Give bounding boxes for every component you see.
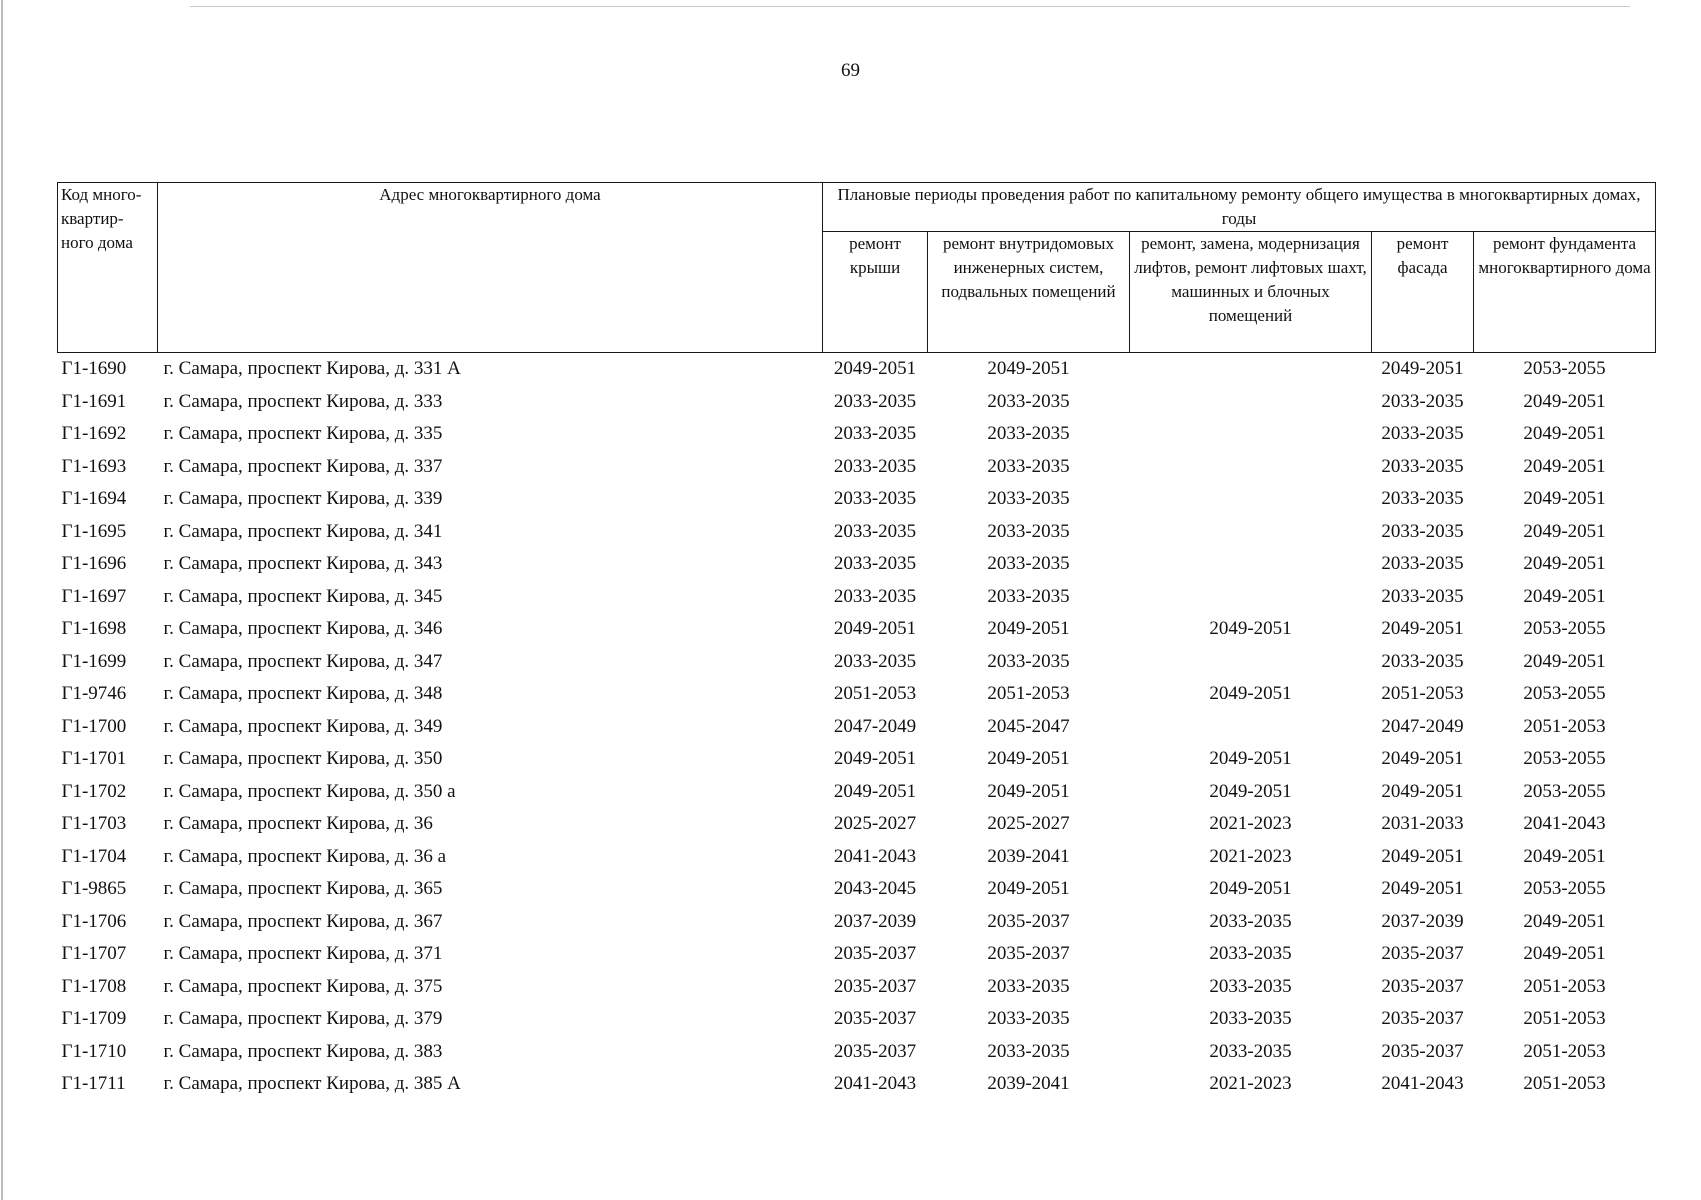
elevator-period-cell [1130, 386, 1372, 419]
house-code-cell: Г1-1711 [61, 1073, 126, 1095]
foundation-period-cell: 2053-2055 [1523, 358, 1606, 380]
facade-period-cell: 2033-2035 [1381, 520, 1464, 542]
house-code-cell: Г1-1709 [61, 1008, 127, 1030]
elevator-period-cell: 2049-2051 [1209, 683, 1292, 705]
roof-period-cell: 2033-2035 [833, 488, 917, 510]
roof-period-cell: 2033-2035 [833, 520, 917, 542]
house-code-cell: Г1-1695 [61, 520, 127, 542]
address-cell: г. Самара, проспект Кирова, д. 331 А [163, 358, 461, 380]
table-row [58, 451, 1656, 484]
facade-period-cell: 2033-2035 [1381, 650, 1464, 672]
foundation-period-cell: 2051-2053 [1523, 715, 1606, 737]
engineering-period-cell: 2033-2035 [987, 1040, 1070, 1062]
facade-period-cell: 2049-2051 [1381, 845, 1464, 867]
roof-period-cell: 2035-2037 [833, 1008, 917, 1030]
elevator-period-cell: 2021-2023 [1209, 1073, 1292, 1095]
facade-period-cell: 2047-2049 [1381, 715, 1464, 737]
engineering-period-cell: 2033-2035 [987, 455, 1070, 477]
table-row [58, 418, 1656, 451]
roof-period-cell: 2047-2049 [833, 715, 917, 737]
engineering-period-cell: 2033-2035 [987, 423, 1070, 445]
house-code-cell: Г1-1692 [61, 423, 127, 445]
engineering-period-cell: 2033-2035 [987, 488, 1070, 510]
roof-period-cell: 2049-2051 [833, 780, 917, 802]
roof-period-cell: 2025-2027 [833, 813, 917, 835]
house-code-cell: Г1-1693 [61, 455, 127, 477]
house-code-cell: Г1-1706 [61, 910, 127, 932]
table-row [58, 938, 1656, 971]
roof-period-cell: 2049-2051 [833, 618, 917, 640]
address-cell: г. Самара, проспект Кирова, д. 346 [163, 618, 443, 640]
elevator-period-cell [1130, 516, 1372, 549]
roof-period-cell: 2033-2035 [833, 455, 917, 477]
engineering-period-cell: 2049-2051 [987, 748, 1070, 770]
house-code-cell: Г1-1701 [61, 748, 127, 770]
engineering-period-cell: 2039-2041 [987, 845, 1070, 867]
elevator-period-cell [1130, 353, 1372, 386]
elevator-period-cell [1130, 483, 1372, 516]
foundation-period-cell: 2049-2051 [1523, 488, 1606, 510]
foundation-period-cell: 2049-2051 [1523, 423, 1606, 445]
engineering-period-cell: 2049-2051 [987, 618, 1070, 640]
elevator-period-cell: 2033-2035 [1209, 943, 1292, 965]
roof-period-cell: 2049-2051 [833, 358, 917, 380]
roof-period-cell: 2049-2051 [833, 748, 917, 770]
foundation-period-cell: 2053-2055 [1523, 748, 1606, 770]
document-sheet [57, 182, 1655, 1101]
roof-period-cell: 2033-2035 [833, 390, 917, 412]
elevator-period-cell [1130, 711, 1372, 744]
facade-period-cell: 2033-2035 [1381, 455, 1464, 477]
address-cell: г. Самара, проспект Кирова, д. 350 а [163, 780, 456, 802]
address-cell: г. Самара, проспект Кирова, д. 349 [163, 715, 443, 737]
foundation-period-cell: 2049-2051 [1523, 910, 1606, 932]
roof-period-cell: 2037-2039 [833, 910, 917, 932]
header-house-code: Код много-квартир-ного дома [58, 183, 158, 353]
elevator-period-cell: 2049-2051 [1209, 878, 1292, 900]
house-code-cell: Г1-1700 [61, 715, 127, 737]
engineering-period-cell: 2049-2051 [987, 358, 1070, 380]
elevator-period-cell: 2033-2035 [1209, 910, 1292, 932]
address-cell: г. Самара, проспект Кирова, д. 36 а [163, 845, 447, 867]
table-row [58, 906, 1656, 939]
facade-period-cell: 2049-2051 [1381, 780, 1464, 802]
address-cell: г. Самара, проспект Кирова, д. 36 [163, 813, 433, 835]
house-code-cell: Г1-1710 [61, 1040, 127, 1062]
table-row [58, 1003, 1656, 1036]
roof-period-cell: 2041-2043 [833, 845, 917, 867]
scan-edge-left [1, 0, 3, 1200]
roof-period-cell: 2043-2045 [833, 878, 917, 900]
roof-period-cell: 2033-2035 [833, 423, 917, 445]
capital-repair-table [57, 182, 1656, 1101]
engineering-period-cell: 2033-2035 [987, 390, 1070, 412]
facade-period-cell: 2051-2053 [1381, 683, 1464, 705]
table-row [58, 743, 1656, 776]
elevator-period-cell: 2049-2051 [1209, 748, 1292, 770]
roof-period-cell: 2033-2035 [833, 650, 917, 672]
elevator-period-cell [1130, 646, 1372, 679]
address-cell: г. Самара, проспект Кирова, д. 367 [163, 910, 443, 932]
address-cell: г. Самара, проспект Кирова, д. 335 [163, 423, 443, 445]
table-row [58, 548, 1656, 581]
header-engineering-repair: ремонт внутридомовых инженерных систем, подвальных помещений [928, 232, 1130, 353]
table-row [58, 483, 1656, 516]
engineering-period-cell: 2025-2027 [987, 813, 1070, 835]
facade-period-cell: 2041-2043 [1381, 1073, 1464, 1095]
elevator-period-cell [1130, 418, 1372, 451]
elevator-period-cell: 2021-2023 [1209, 813, 1292, 835]
address-cell: г. Самара, проспект Кирова, д. 347 [163, 650, 443, 672]
house-code-cell: Г1-1698 [61, 618, 127, 640]
engineering-period-cell: 2035-2037 [987, 910, 1070, 932]
facade-period-cell: 2035-2037 [1381, 943, 1464, 965]
facade-period-cell: 2049-2051 [1381, 878, 1464, 900]
foundation-period-cell: 2049-2051 [1523, 585, 1606, 607]
engineering-period-cell: 2049-2051 [987, 878, 1070, 900]
foundation-period-cell: 2053-2055 [1523, 878, 1606, 900]
house-code-cell: Г1-1696 [61, 553, 127, 575]
facade-period-cell: 2035-2037 [1381, 1040, 1464, 1062]
table-row [58, 646, 1656, 679]
foundation-period-cell: 2041-2043 [1523, 813, 1606, 835]
foundation-period-cell: 2049-2051 [1523, 650, 1606, 672]
foundation-period-cell: 2051-2053 [1523, 975, 1606, 997]
roof-period-cell: 2033-2035 [833, 585, 917, 607]
elevator-period-cell: 2033-2035 [1209, 1040, 1292, 1062]
house-code-cell: Г1-1691 [61, 390, 127, 412]
table-row [58, 1068, 1656, 1101]
facade-period-cell: 2037-2039 [1381, 910, 1464, 932]
foundation-period-cell: 2053-2055 [1523, 618, 1606, 640]
engineering-period-cell: 2039-2041 [987, 1073, 1070, 1095]
elevator-period-cell: 2049-2051 [1209, 780, 1292, 802]
elevator-period-cell [1130, 581, 1372, 614]
address-cell: г. Самара, проспект Кирова, д. 348 [163, 683, 443, 705]
table-row [58, 581, 1656, 614]
engineering-period-cell: 2035-2037 [987, 943, 1070, 965]
table-row [58, 678, 1656, 711]
header-elevator-repair: ремонт, замена, модернизация лифтов, ремонт лифтовых шахт, машинных и блочных помещений [1130, 232, 1372, 353]
elevator-period-cell: 2021-2023 [1209, 845, 1292, 867]
house-code-cell: Г1-1690 [61, 358, 127, 380]
address-cell: г. Самара, проспект Кирова, д. 383 [163, 1040, 443, 1062]
facade-period-cell: 2035-2037 [1381, 975, 1464, 997]
table-row [58, 873, 1656, 906]
table-row [58, 353, 1656, 386]
engineering-period-cell: 2033-2035 [987, 585, 1070, 607]
foundation-period-cell: 2051-2053 [1523, 1008, 1606, 1030]
page-number: 69 [841, 60, 860, 81]
roof-period-cell: 2041-2043 [833, 1073, 917, 1095]
facade-period-cell: 2033-2035 [1381, 553, 1464, 575]
house-code-cell: Г1-1703 [61, 813, 127, 835]
house-code-cell: Г1-1707 [61, 943, 127, 965]
roof-period-cell: 2033-2035 [833, 553, 917, 575]
roof-period-cell: 2035-2037 [833, 975, 917, 997]
house-code-cell: Г1-1694 [61, 488, 127, 510]
foundation-period-cell: 2051-2053 [1523, 1073, 1606, 1095]
table-header [58, 183, 1656, 353]
table-row [58, 841, 1656, 874]
engineering-period-cell: 2045-2047 [987, 715, 1070, 737]
engineering-period-cell: 2033-2035 [987, 1008, 1070, 1030]
house-code-cell: Г1-1708 [61, 975, 127, 997]
address-cell: г. Самара, проспект Кирова, д. 385 А [163, 1073, 461, 1095]
address-cell: г. Самара, проспект Кирова, д. 375 [163, 975, 443, 997]
table-body [58, 353, 1656, 1101]
foundation-period-cell: 2049-2051 [1523, 943, 1606, 965]
foundation-period-cell: 2049-2051 [1523, 845, 1606, 867]
facade-period-cell: 2049-2051 [1381, 618, 1464, 640]
address-cell: г. Самара, проспект Кирова, д. 343 [163, 553, 443, 575]
foundation-period-cell: 2049-2051 [1523, 455, 1606, 477]
address-cell: г. Самара, проспект Кирова, д. 333 [163, 390, 443, 412]
elevator-period-cell: 2033-2035 [1209, 1008, 1292, 1030]
table-row [58, 1036, 1656, 1069]
header-address: Адрес многоквартирного дома [158, 183, 823, 353]
address-cell: г. Самара, проспект Кирова, д. 339 [163, 488, 443, 510]
house-code-cell: Г1-1704 [61, 845, 127, 867]
address-cell: г. Самара, проспект Кирова, д. 341 [163, 520, 443, 542]
table-row [58, 808, 1656, 841]
header-planned-periods: Плановые периоды проведения работ по капитальному ремонту общего имущества в многоквартирных домах, годы [823, 183, 1656, 232]
house-code-cell: Г1-1697 [61, 585, 127, 607]
engineering-period-cell: 2033-2035 [987, 975, 1070, 997]
house-code-cell: Г1-9746 [61, 683, 127, 705]
facade-period-cell: 2033-2035 [1381, 488, 1464, 510]
table-row [58, 971, 1656, 1004]
roof-period-cell: 2051-2053 [833, 683, 917, 705]
address-cell: г. Самара, проспект Кирова, д. 365 [163, 878, 443, 900]
elevator-period-cell: 2033-2035 [1209, 975, 1292, 997]
engineering-period-cell: 2033-2035 [987, 650, 1070, 672]
address-cell: г. Самара, проспект Кирова, д. 350 [163, 748, 443, 770]
scan-edge-top [190, 6, 1630, 7]
engineering-period-cell: 2033-2035 [987, 553, 1070, 575]
engineering-period-cell: 2033-2035 [987, 520, 1070, 542]
facade-period-cell: 2033-2035 [1381, 390, 1464, 412]
table-row [58, 776, 1656, 809]
table-row [58, 386, 1656, 419]
roof-period-cell: 2035-2037 [833, 943, 917, 965]
foundation-period-cell: 2053-2055 [1523, 780, 1606, 802]
house-code-cell: Г1-1702 [61, 780, 127, 802]
foundation-period-cell: 2053-2055 [1523, 683, 1606, 705]
header-foundation-repair: ремонт фундамента многоквартирного дома [1474, 232, 1656, 353]
table-row [58, 613, 1656, 646]
foundation-period-cell: 2049-2051 [1523, 553, 1606, 575]
facade-period-cell: 2033-2035 [1381, 423, 1464, 445]
facade-period-cell: 2049-2051 [1381, 358, 1464, 380]
facade-period-cell: 2031-2033 [1381, 813, 1464, 835]
roof-period-cell: 2035-2037 [833, 1040, 917, 1062]
address-cell: г. Самара, проспект Кирова, д. 337 [163, 455, 443, 477]
foundation-period-cell: 2051-2053 [1523, 1040, 1606, 1062]
table-row [58, 516, 1656, 549]
header-facade-repair: ремонт фасада [1372, 232, 1474, 353]
elevator-period-cell [1130, 451, 1372, 484]
elevator-period-cell [1130, 548, 1372, 581]
table-row [58, 711, 1656, 744]
address-cell: г. Самара, проспект Кирова, д. 371 [163, 943, 443, 965]
address-cell: г. Самара, проспект Кирова, д. 345 [163, 585, 443, 607]
address-cell: г. Самара, проспект Кирова, д. 379 [163, 1008, 443, 1030]
house-code-cell: Г1-1699 [61, 650, 127, 672]
facade-period-cell: 2035-2037 [1381, 1008, 1464, 1030]
engineering-period-cell: 2049-2051 [987, 780, 1070, 802]
facade-period-cell: 2049-2051 [1381, 748, 1464, 770]
foundation-period-cell: 2049-2051 [1523, 390, 1606, 412]
facade-period-cell: 2033-2035 [1381, 585, 1464, 607]
foundation-period-cell: 2049-2051 [1523, 520, 1606, 542]
house-code-cell: Г1-9865 [61, 878, 127, 900]
engineering-period-cell: 2051-2053 [987, 683, 1070, 705]
header-roof-repair: ремонт крыши [823, 232, 928, 353]
elevator-period-cell: 2049-2051 [1209, 618, 1292, 640]
